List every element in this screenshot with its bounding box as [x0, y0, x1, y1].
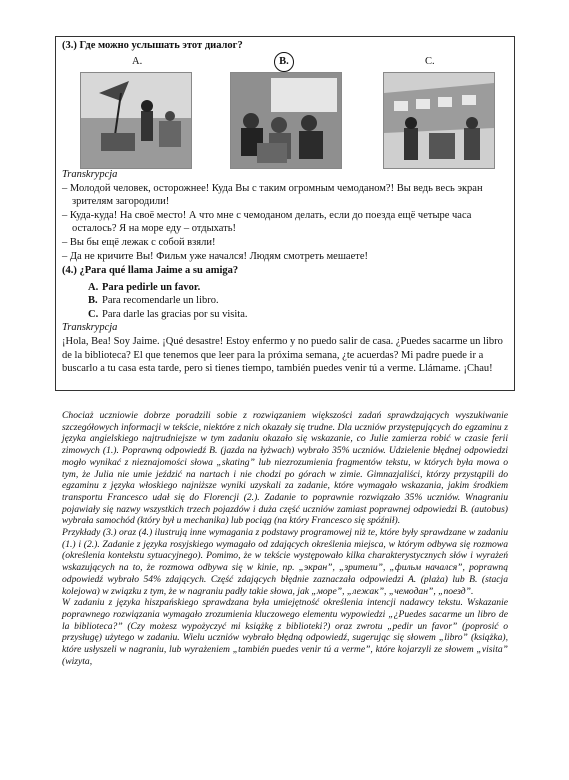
- question-4-heading: (4.) ¿Para qué llama Jaime a su amiga?: [62, 265, 239, 276]
- option-letter: A.: [88, 281, 99, 293]
- question-4: [62, 264, 508, 376]
- option-text: Para recomendarle un libro.: [102, 295, 219, 307]
- dialogue-line: – Куда-куда! На своё место! А что мне с чемоданом делать, если до поезда ещё четыре часа осталось? Я на море еду – отдыхать!: [62, 209, 472, 235]
- paragraph: Przykłady (3.) oraz (4.) ilustrują inne wymagania z podstawy programowej niż te, które były sprawdzane w zadaniu (1.) i (2.). Zadanie z języka rosyjskiego wymagało od zdających określenia miejsca, w którym odbywa się rozmowa (określenia kontekstu sytuacyjnego). Pomimo, że w tekście występowało kilka charakterystycznych słów i wyrażeń wskazujących na to, że rozmowa odbywa się w kinie, np. „экран”, „зрители”, „фильм начался”, poprawną odpowiedź wybrało 54% zdających. Część zdających błędnie zaznaczała odpowiedzi A. (plaża) lub B. (stacja kolejowa) w związku z tym, że w nagraniu padły takie słowa, jak „море”, „лежак”, „чемодан”, „поезд”.: [62, 527, 508, 597]
- question-3-heading: (3.) Где можно услышать этот диалог?: [62, 40, 243, 51]
- question-3-transcript: [62, 168, 508, 263]
- answer-option-a: [62, 281, 508, 295]
- dialogue-line: – Молодой человек, осторожнее! Куда Вы с таким огромным чемоданом?! Вы ведь весь экран зрителям загородили!: [62, 182, 483, 208]
- option-letter: C.: [88, 308, 99, 320]
- transcript-label: Transkrypcja: [62, 169, 118, 180]
- label-c: C.: [425, 56, 435, 67]
- dialogue-line: – Вы бы ещё лежак с собой взяли!: [62, 236, 216, 248]
- option-text: Para pedirle un favor.: [102, 281, 201, 293]
- spanish-transcript: ¡Hola, Bea! Soy Jaime. ¡Qué desastre! Estoy enfermo y no puedo salir de casa. ¿Puedes sacarme un libro de la biblioteca? El que tenemos que leer para la próxima semana, ¿te acuerdas? Mi padre puede ir a buscarlo a tu casa esta tarde, pero si tienes tiempo, también puedes venir tú a verme. Llámame. ¡Chau!: [62, 335, 503, 375]
- paragraph: W zadaniu z języka hiszpańskiego sprawdzana była umiejętność określenia intencji nadawcy tekstu. Wskazanie poprawnego rozwiązania wymagało zrozumienia kluczowego elementu wypowiedzi „¿Puedes sacarme un libro de la biblioteca?” (Czy możesz wypożyczyć mi książkę z biblioteki?) oraz zwrotu „pedir un favor” (poprosić o przysługę) użytego w zadaniu. Wielu uczniów wybrało błędną odpowiedź, sugerując się słowem „libro” (książka), które usłyszeli w nagraniu, lub wyrażeniem „también puedes venir tú a verme”, które kojarzyli ze słowem „visita” (wizyta,: [62, 597, 508, 667]
- option-text: Para darle las gracias por su visita.: [102, 308, 248, 320]
- cinema-audience-icon: [230, 72, 342, 169]
- answer-option-c: [62, 308, 508, 322]
- transcript-label: Transkrypcja: [62, 322, 118, 334]
- label-a: A.: [132, 56, 143, 67]
- beach-scene-icon: [80, 72, 192, 169]
- label-b-circled: B.: [274, 52, 294, 72]
- train-station-icon: [383, 72, 495, 169]
- option-letter: B.: [88, 295, 98, 307]
- paragraph: Chociaż uczniowie dobrze poradzili sobie z rozwiązaniem większości zadań sprawdzających wyszukiwanie szczegółowych informacji w tekście, niektóre z nich okazały się trudne. Dla uczniów przystępujących do egzaminu z języka angielskiego najtrudniejsze w tym zadaniu okazało się wskazanie, co Julie zamierza robić w czasie ferii zimowych (1.). Poprawną odpowiedź B. (jazda na łyżwach) wybrało 35% uczniów. Udzielenie błędnej odpowiedzi mogło wynikać z nieznajomości słowa „skating” lub niezrozumienia fragmentów tekstu, w których była mowa o tym, że Julia nie umie jeździć na nartach i nie chodzi po górach w zimie. Gimnazjaliści, którzy przystąpili do egzaminu z języka włoskiego najniższe wyniki uzyskali za zadanie, które wymagało wskazania, jakim środkiem transportu Francesco udał się do Florencji (2.). Zadanie to poprawnie rozwiązało 35% uczniów. Wnagraniu pojawiały się nazwy wszystkich trzech pojazdów i duża część uczniów zamiast poprawnej odpowiedzi B. (autobus) wybrała samochód (który był u mechanika) lub pociąg (na który Francesco się spóźnił).: [62, 410, 508, 527]
- answer-option-b: [62, 294, 508, 308]
- commentary-passage: [62, 410, 508, 667]
- dialogue-line: – Да не кричите Вы! Фильм уже начался! Людям смотреть мешаете!: [62, 250, 368, 262]
